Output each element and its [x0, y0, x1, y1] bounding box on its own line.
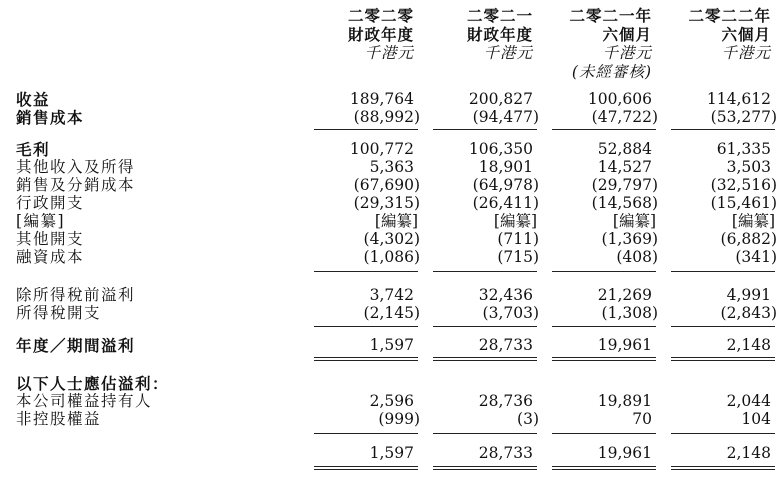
cell-value: (47,722): [591, 108, 658, 126]
cell-value: (408): [616, 248, 658, 266]
cell-value: 19,891: [597, 392, 652, 410]
cell-value: 4,991: [726, 286, 771, 304]
table-row-profit-for-period: [0, 335, 781, 356]
cell-value: [編纂]: [731, 212, 775, 230]
cell-value: (1,369): [601, 230, 658, 248]
column-header-note: (未經審核): [571, 63, 652, 81]
cell-value: 200,827: [468, 90, 533, 108]
cell-value: (715): [497, 248, 539, 266]
column-header-fy2020: [302, 6, 414, 63]
subtotal-rule: [433, 433, 537, 434]
cell-value: 189,764: [349, 90, 414, 108]
cell-value: 14,527: [597, 158, 652, 176]
row-label: 融資成本: [16, 248, 85, 266]
cell-value: (1,086): [363, 248, 420, 266]
subtotal-rule: [314, 129, 418, 130]
cell-value: 18,901: [478, 158, 533, 176]
column-header-fy2021: [421, 6, 533, 63]
cell-value: 106,350: [468, 140, 533, 158]
cell-value: 21,269: [597, 286, 652, 304]
cell-value: 104: [741, 410, 771, 428]
cell-value: (32,516): [710, 176, 777, 194]
column-header-period: 六個月: [721, 25, 771, 44]
cell-value: 28,733: [478, 336, 533, 354]
cell-value: (3): [517, 410, 539, 428]
cell-value: (94,477): [472, 108, 539, 126]
column-header-unit: 千港元: [364, 44, 414, 62]
subtotal-rule: [314, 271, 418, 272]
cell-value: 61,335: [716, 140, 771, 158]
cell-value: 2,148: [726, 336, 771, 354]
row-label: 其他開支: [16, 230, 85, 248]
column-header-unit: 千港元: [602, 44, 652, 62]
total-double-rule: [433, 466, 537, 467]
cell-value: (88,992): [353, 108, 420, 126]
row-label: 行政開支: [16, 194, 85, 212]
row-label: 年度／期間溢利: [16, 336, 136, 355]
column-header-unit: 千港元: [483, 44, 533, 62]
column-header-6m2021: [540, 6, 652, 82]
subtotal-rule: [433, 129, 537, 130]
total-double-rule: [671, 357, 775, 358]
cell-value: [編纂]: [374, 212, 418, 230]
cell-value: (2,145): [363, 304, 420, 322]
row-label: 銷售成本: [16, 108, 85, 127]
cell-value: [編纂]: [612, 212, 656, 230]
cell-value: 2,596: [369, 392, 414, 410]
row-label: [編纂]: [16, 212, 66, 230]
cell-value: 19,961: [597, 336, 652, 354]
cell-value: (6,882): [720, 230, 777, 248]
table-row-total-attributable: [0, 443, 781, 464]
column-header-period: 六個月: [602, 25, 652, 44]
subtotal-rule: [671, 326, 775, 327]
cell-value: (711): [497, 230, 539, 248]
column-header-unit: 千港元: [721, 44, 771, 62]
cell-value: 2,044: [726, 392, 771, 410]
cell-value: [編纂]: [493, 212, 537, 230]
subtotal-rule: [552, 129, 656, 130]
cell-value: 70: [632, 410, 652, 428]
row-label: 毛利: [16, 140, 51, 159]
cell-value: (1,308): [601, 304, 658, 322]
subtotal-rule: [433, 326, 537, 327]
cell-value: 2,148: [726, 444, 771, 462]
column-header-6m2022: [659, 6, 771, 63]
cell-value: 19,961: [597, 444, 652, 462]
cell-value: (53,277): [710, 108, 777, 126]
table-row-finance-costs: [0, 247, 781, 268]
row-label: 其他收入及所得: [16, 158, 136, 176]
subtotal-rule: [552, 433, 656, 434]
total-double-rule: [433, 357, 537, 358]
row-label: 本公司權益持有人: [16, 392, 153, 410]
row-label: 以下人士應佔溢利：: [16, 374, 170, 393]
column-header-period: 財政年度: [347, 25, 414, 44]
subtotal-rule: [671, 271, 775, 272]
cell-value: 52,884: [597, 140, 652, 158]
cell-value: (26,411): [472, 194, 539, 212]
table-row-income-tax: [0, 303, 781, 324]
total-double-rule: [552, 469, 656, 470]
total-double-rule: [671, 466, 775, 467]
column-header-period: 財政年度: [466, 25, 533, 44]
total-double-rule: [552, 466, 656, 467]
cell-value: (14,568): [591, 194, 658, 212]
column-header-year: 二零二一: [466, 6, 533, 25]
row-label: 銷售及分銷成本: [16, 176, 136, 194]
row-label: 除所得稅前溢利: [16, 286, 136, 304]
total-double-rule: [314, 360, 418, 361]
total-double-rule: [433, 360, 537, 361]
table-row-non-controlling: [0, 409, 781, 430]
cell-value: 5,363: [369, 158, 414, 176]
cell-value: 114,612: [706, 90, 771, 108]
total-double-rule: [552, 360, 656, 361]
cell-value: 3,503: [726, 158, 771, 176]
cell-value: (67,690): [353, 176, 420, 194]
row-label: 非控股權益: [16, 410, 102, 428]
cell-value: (64,978): [472, 176, 539, 194]
subtotal-rule: [314, 433, 418, 434]
total-double-rule: [552, 357, 656, 358]
column-header-year: 二零二一年: [569, 6, 652, 25]
column-header-year: 二零二零: [347, 6, 414, 25]
cell-value: (2,843): [720, 304, 777, 322]
total-double-rule: [314, 466, 418, 467]
cell-value: (4,302): [363, 230, 420, 248]
total-double-rule: [314, 357, 418, 358]
total-double-rule: [314, 469, 418, 470]
subtotal-rule: [433, 271, 537, 272]
total-double-rule: [433, 469, 537, 470]
row-label: 收益: [16, 90, 51, 109]
cell-value: 28,733: [478, 444, 533, 462]
cell-value: (999): [378, 410, 420, 428]
cell-value: (341): [735, 248, 777, 266]
subtotal-rule: [671, 433, 775, 434]
cell-value: 3,742: [369, 286, 414, 304]
cell-value: 100,606: [587, 90, 652, 108]
cell-value: 1,597: [369, 336, 414, 354]
subtotal-rule: [671, 129, 775, 130]
cell-value: (3,703): [482, 304, 539, 322]
table-row-cost-of-sales: [0, 107, 781, 128]
row-label: 所得稅開支: [16, 304, 102, 322]
cell-value: (29,797): [591, 176, 658, 194]
subtotal-rule: [552, 271, 656, 272]
cell-value: (15,461): [710, 194, 777, 212]
total-double-rule: [671, 469, 775, 470]
cell-value: 32,436: [478, 286, 533, 304]
cell-value: 1,597: [369, 444, 414, 462]
total-double-rule: [671, 360, 775, 361]
subtotal-rule: [314, 326, 418, 327]
subtotal-rule: [552, 326, 656, 327]
cell-value: 100,772: [349, 140, 414, 158]
cell-value: (29,315): [353, 194, 420, 212]
column-header-year: 二零二二年: [688, 6, 771, 25]
cell-value: 28,736: [478, 392, 533, 410]
